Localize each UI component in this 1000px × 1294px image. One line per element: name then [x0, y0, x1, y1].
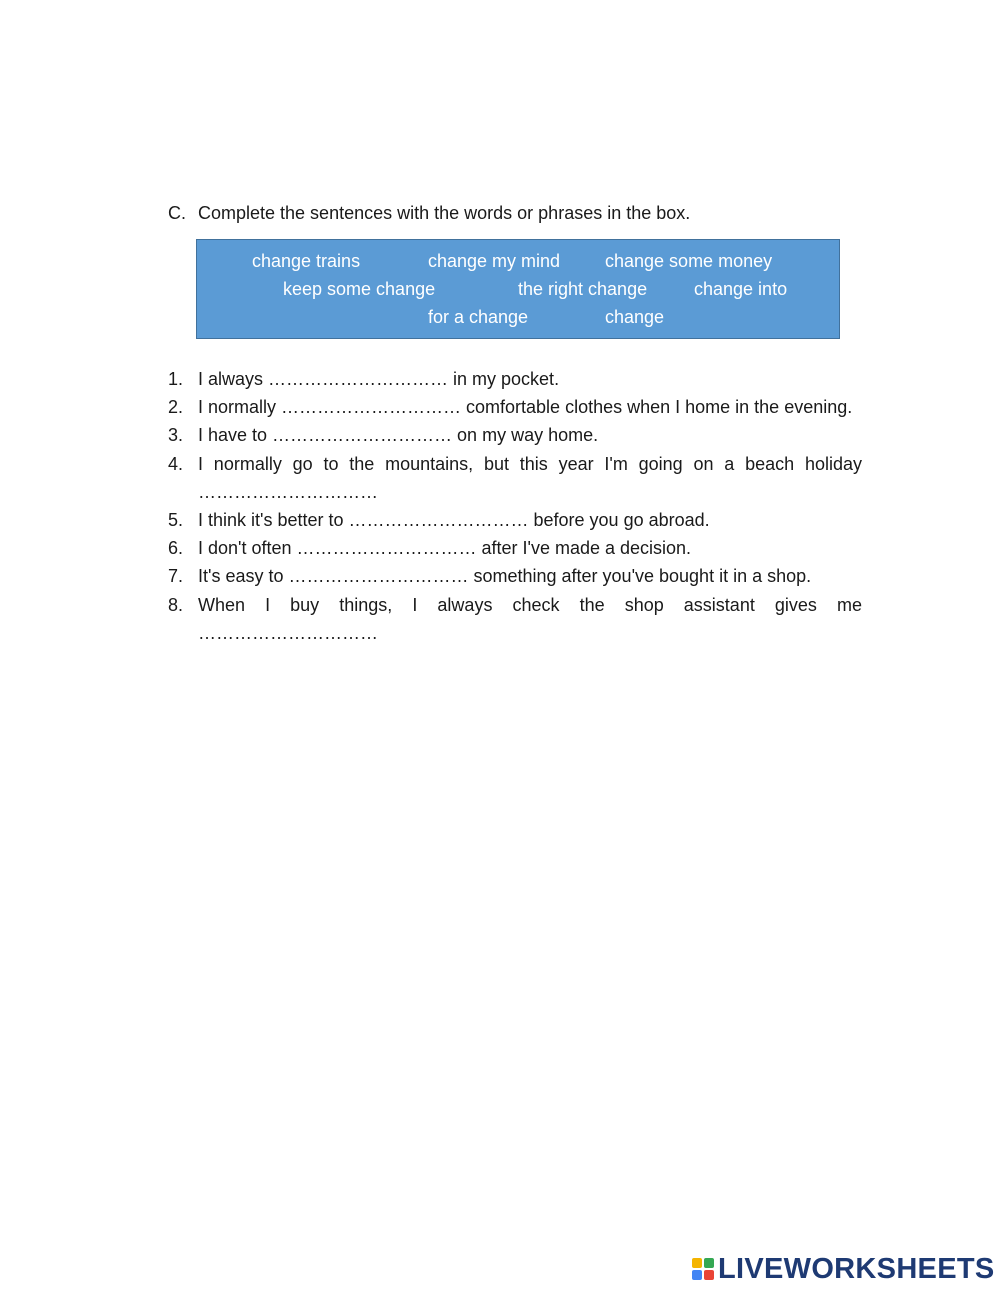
section-instruction: Complete the sentences with the words or phrases in the box. — [198, 203, 691, 223]
exercise-sentence: I have to ………………………… on my way home. — [198, 425, 599, 446]
exercise-number: 6. — [168, 538, 184, 559]
exercise-number: 5. — [168, 510, 184, 531]
exercise-sentence: I normally go to the mountains, but this year I'm going on a beach holiday ………………………… — [198, 453, 862, 502]
exercise-item — [168, 562, 862, 590]
exercise-item — [168, 393, 862, 421]
exercise-sentence: When I buy things, I always check the shop assistant gives me ………………………… — [198, 594, 862, 643]
word-box-item: the right change — [518, 279, 648, 299]
exercise-item — [168, 506, 862, 534]
exercise-item — [168, 365, 862, 393]
exercise-number: 8. — [168, 594, 184, 615]
exercise-item — [168, 450, 862, 506]
word-box-item: change into — [694, 279, 788, 299]
exercise-number: 7. — [168, 566, 184, 587]
exercise-sentence: I think it's better to ………………………… before you go abroad. — [198, 510, 710, 531]
exercise-item — [168, 534, 862, 562]
logo-mark-icon — [692, 1258, 714, 1280]
logo-square — [704, 1270, 714, 1280]
logo-wordmark: LIVEWORKSHEETS — [718, 1253, 995, 1285]
word-box-item: keep some change — [283, 279, 436, 299]
exercise-number: 4. — [168, 453, 184, 474]
exercise-item — [168, 591, 862, 647]
exercise-list — [168, 365, 862, 647]
logo-square — [692, 1258, 702, 1268]
word-box-item: change trains — [252, 251, 361, 271]
exercise-sentence: I normally ………………………… comfortable clothes when I home in the evening. — [198, 397, 853, 418]
logo-square — [704, 1258, 714, 1268]
exercise-number: 1. — [168, 369, 184, 389]
section-letter: C. — [168, 203, 186, 223]
exercise-sentence: It's easy to ………………………… something after you've bought it in a shop. — [198, 566, 812, 587]
section-heading — [168, 200, 690, 226]
exercise-item — [168, 421, 862, 449]
word-box — [196, 239, 840, 339]
word-box-item: change — [605, 307, 665, 327]
exercise-number: 3. — [168, 425, 184, 446]
exercise-number: 2. — [168, 397, 184, 418]
word-box-item: change my mind — [428, 251, 561, 271]
logo-square — [692, 1270, 702, 1280]
liveworksheets-logo — [692, 1252, 995, 1286]
word-box-item: change some money — [605, 251, 773, 271]
word-box-item: for a change — [428, 307, 529, 327]
exercise-sentence: I don't often ………………………… after I've made a decision. — [198, 538, 692, 559]
exercise-sentence: I always ………………………… in my pocket. — [198, 369, 560, 389]
